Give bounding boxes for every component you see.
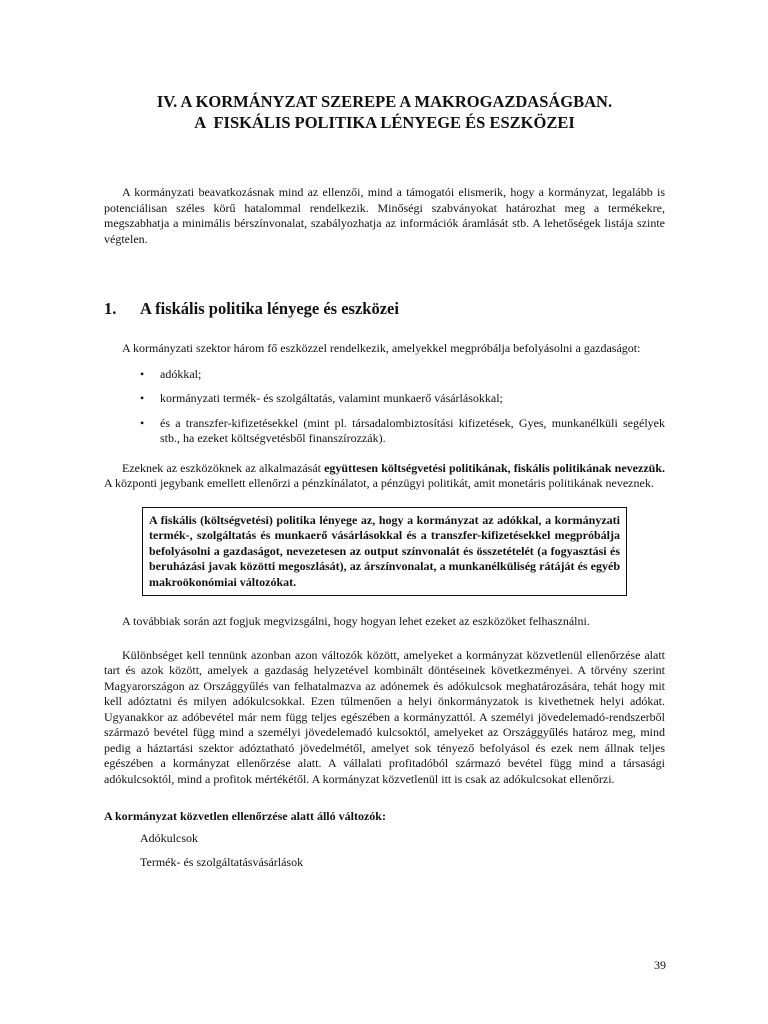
list-item [104,367,665,383]
list-item-text: adókkal; [160,366,202,381]
bullet-icon: • [140,415,145,430]
document-page [104,92,665,871]
paragraph-next-steps: A továbbiak során azt fogjuk megvizsgálni, hogy hogyan lehet ezeket az eszközöket felhasználni. [122,614,590,628]
subheading-direct-variables: A kormányzat közvetlen ellenőrzése alatt álló változók: [104,809,386,823]
chapter-title-line-2: A FISKÁLIS POLITIKA LÉNYEGE ÉS ESZKÖZEI [194,112,575,132]
list-item-text: kormányzati termék- és szolgáltatás, valamint munkaerő vásárlásokkal; [160,391,503,405]
definition-box [142,507,627,597]
bullet-icon: • [140,391,145,405]
list-item [104,391,665,407]
chapter-title [104,92,665,133]
section-heading [104,299,665,319]
variable-item: Adókulcsok [140,830,198,845]
paragraph-variables: Különbséget kell tennünk azonban azon változók között, amelyeket a kormányzat közvetlenül ellenőrzése alatt tart és azok között, amelyek a gazdaság helyzetével kombinált döntéseinek következményei. A törvény szerint Magyarországon az Országgyűlés van felhatalmazva az adónemek és adókulcsok meghatározására, tehát hogy mit kell adóztatni és milyen adókulcsokkal. Ezen túlmenően a helyi önkormányzatok is kivethetnek helyi adókat. Ugyanakkor az adóbevétel már nem függ teljes egészében a kormányzattól. A személyi jövedelemadó-rendszerből származó bevétel függ mind a személyi jövedelemadó kulcsoktól, amelyeket az Országgyűlés határoz meg, mind pedig a háztartási szektor adóztatható jövedelmétől, amelyet sok tényező befolyásol és ezek nem állnak teljes egészében a kormányzat ellenőrzése alatt. A vállalati profitadóból származó bevétel függ mind a társasági adókulcsoktól, mind a profitok mértékétől. A kormányzat közvetlenül itt is csak az adókulcsokat ellenőrzi. [104,647,665,786]
intro-paragraph: A kormányzati beavatkozásnak mind az ellenzői, mind a támogatói elismerik, hogy a kormányzat, legalább is potenciálisan széles körű hatalommal rendelkezik. Minőségi szabványokat határozhat meg a termékekre, megszabhatja a minimális bérszínvonalat, szabályozhatja az információk áramlását stb. A lehetőségek listája szinte végtelen. [104,185,665,246]
chapter-title-line-1: IV. A KORMÁNYZAT SZEREPE A MAKROGAZDASÁGBAN. [156,92,613,111]
paragraph-text: A központi jegybank emellett ellenőrzi a pénzkínálatot, a pénzügyi politikát, amit monetáris politikának neveznek. [104,476,654,490]
list-item [104,416,665,447]
bullet-icon: • [140,366,145,381]
paragraph-fiscal-policy [104,461,665,492]
page-number: 39 [654,958,666,972]
paragraph-text: Ezeknek az eszközöknek az alkalmazását [122,460,325,475]
definition-text: A fiskális (költségvetési) politika lényege az, hogy a kormányzat az adókkal, a kormányzati termék-, szolgáltatás és munkaerő vásárlásokkal és a transzfer-kifizetésekkel megpróbálja befolyásolni a gazdaságot, nevezetesen az output színvonalát és összetételét (a fogyasztási és beruházási javak közötti megoszlását), az árszínvonalat, a munkanélküliség rátáját és egyéb makroökonómiai változókat. [149,512,620,589]
paragraph-tools: A kormányzati szektor három fő eszközzel rendelkezik, amelyekkel megpróbálja befolyásolni a gazdaságot: [122,341,641,355]
variable-item: Termék- és szolgáltatásvásárlások [140,855,304,869]
section-title: A fiskális politika lényege és eszközei [140,299,399,318]
paragraph-bold-definition: együttesen költségvetési politikának, fiskális politikának nevezzük. [324,460,665,475]
list-item-text: és a transzfer-kifizetésekkel (mint pl. társadalombiztosítási kifizetések, Gyes, munkanélküli segélyek stb., ha ezeket költségvetésből finanszírozzák). [160,415,665,445]
tools-list [104,367,665,447]
section-number: 1. [104,299,117,318]
